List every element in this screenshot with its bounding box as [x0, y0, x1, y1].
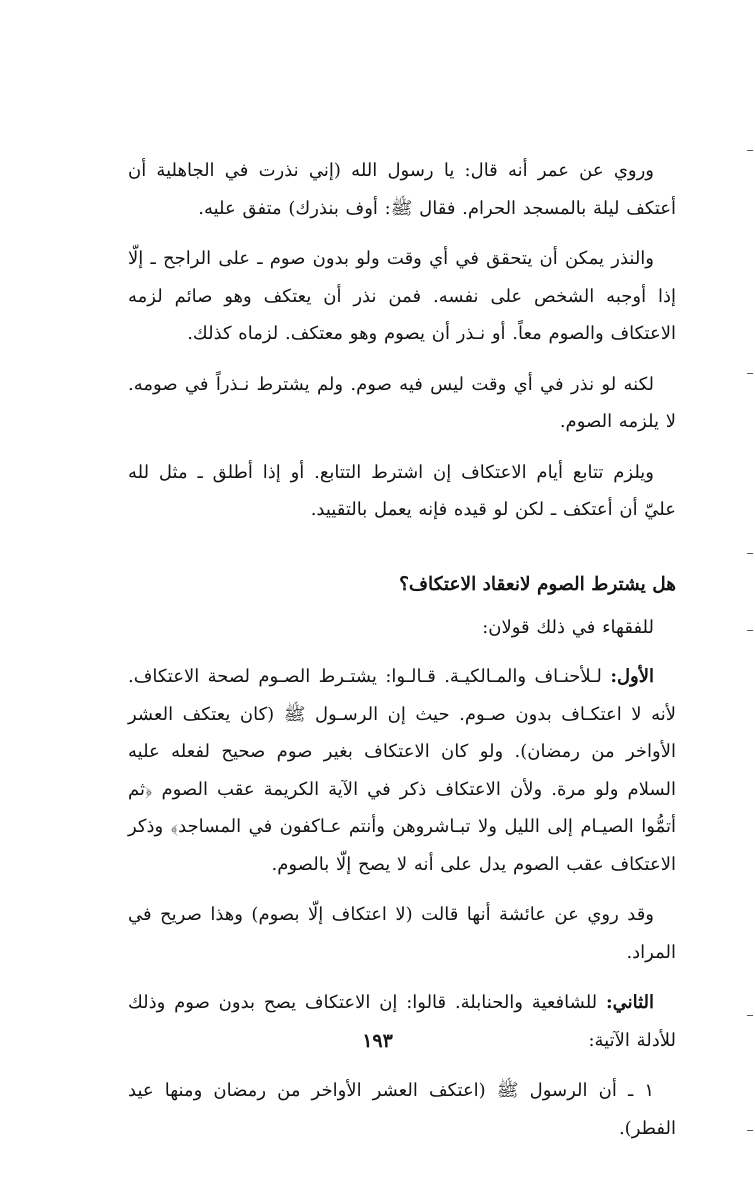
paragraph-vow-no-fast: لكنه لو نذر في أي وقت ليس فيه صوم. ولم يشترط نـذراً في صومه. لا يلزمه الصوم.	[128, 373, 676, 432]
paragraph-vow-timing: والنذر يمكن أن يتحقق في أي وقت ولو بدون صوم ـ على الراجح ـ إلّا إذا أوجبه الشخص على نفسه. فمن نذر أن يعتكف وهو صائم لزمه الاعتكاف والصوم معاً. أو نـذر أن يصوم وهو معتكف. لزماه كذلك.	[128, 248, 676, 344]
scan-edge-mark	[747, 1015, 753, 1016]
scan-edge-mark	[747, 150, 753, 151]
paragraph-consecutive-days: ويلزم تتابع أيام الاعتكاف إن اشترط التتابع. أو إذا أطلق ـ مثل لله عليّ أن أعتكف ـ لكن لو قيده فإنه يعمل بالتقييد.	[128, 461, 676, 520]
scan-edge-mark	[747, 1130, 753, 1131]
paragraph-first-opinion	[128, 658, 676, 883]
page-body	[128, 152, 676, 1160]
scan-edge-mark	[747, 373, 753, 374]
first-opinion-text: لـلأحنـاف والمـالكيـة. قـالـوا: يشتـرط الصـوم لصحة الاعتكاف. لأنه لا اعتكـاف بدون صـوم. حيث إن الرسـول ﷺ (كان يعتكف العشر الأواخر من رمضان). ولو كان الاعتكاف بغير صوم صحيح لفعله عليه السلام ولو مرة. ولأن الاعتكاف ذكر في الآية الكريمة عقب الصوم ﴿ثم أتمُّوا الصيـام إلى الليل ولا تبـاشروهن وأنتم عـاكفون في المساجد﴾ وذكر الاعتكاف عقب الصوم يدل على أنه لا يصح إلّا بالصوم.	[128, 666, 676, 875]
section-heading: هل يشترط الصوم لانعقاد الاعتكاف؟	[399, 573, 676, 595]
paragraph-aisha-narration: وقد روي عن عائشة أنها قالت (لا اعتكاف إلّا بصوم) وهذا صريح في المراد.	[128, 904, 676, 963]
page-number: ١٩٣	[362, 1030, 393, 1052]
paragraph-evidence-1: ١ ـ أن الرسول ﷺ (اعتكف العشر الأواخر من رمضان ومنها عيد الفطر).	[128, 1080, 676, 1139]
second-opinion-text: للشافعية والحنابلة. قالوا: إن الاعتكاف يصح بدون صوم وذلك للأدلة الآتية:	[128, 992, 676, 1051]
first-opinion-lead: الأول:	[610, 666, 654, 687]
paragraph-omar-vow: وروي عن عمر أنه قال: يا رسول الله (إني نذرت في الجاهلية أن أعتكف ليلة بالمسجد الحرام. فقال ﷺ: أوف بنذرك) متفق عليه.	[128, 160, 676, 219]
scan-edge-mark	[747, 630, 753, 631]
second-opinion-lead: الثاني:	[605, 992, 654, 1013]
scan-edge-mark	[747, 553, 753, 554]
paragraph-two-opinions: للفقهاء في ذلك قولان:	[482, 616, 654, 638]
